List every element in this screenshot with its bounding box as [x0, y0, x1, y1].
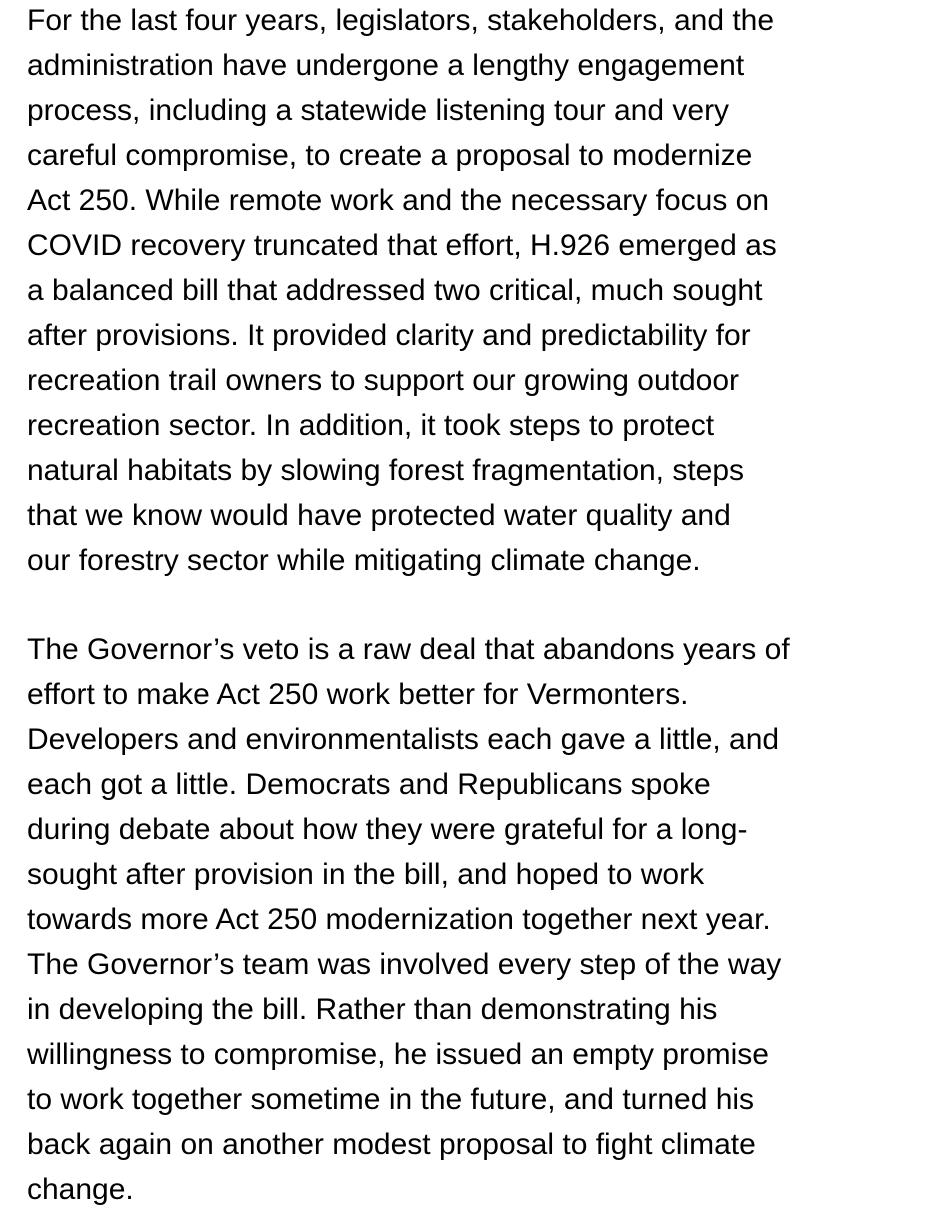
- text-line: effort to make Act 250 work better for Vermonters.: [27, 678, 689, 711]
- text-line: during debate about how they were grateful for a long-: [27, 813, 748, 846]
- text-line: towards more Act 250 modernization together next year.: [27, 903, 771, 936]
- text-line: in developing the bill. Rather than demonstrating his: [27, 993, 718, 1026]
- text-line: change.: [27, 1173, 134, 1206]
- text-line: careful compromise, to create a proposal to modernize: [27, 139, 753, 172]
- paragraph-1: [27, 0, 922, 583]
- text-line: natural habitats by slowing forest fragmentation, steps: [27, 454, 745, 487]
- text-line: Act 250. While remote work and the necessary focus on: [27, 184, 770, 217]
- text-line: that we know would have protected water quality and: [27, 499, 731, 532]
- text-line: process, including a statewide listening tour and very: [27, 94, 730, 127]
- text-line: COVID recovery truncated that effort, H.926 emerged as: [27, 229, 777, 262]
- text-line: after provisions. It provided clarity and predictability for: [27, 319, 751, 352]
- text-line: each got a little. Democrats and Republicans spoke: [27, 768, 711, 801]
- text-line: willingness to compromise, he issued an empty promise: [27, 1038, 769, 1071]
- text-line: a balanced bill that addressed two critical, much sought: [27, 274, 763, 307]
- document-body: [27, 0, 922, 1212]
- text-line: For the last four years, legislators, stakeholders, and the: [27, 4, 775, 37]
- text-line: sought after provision in the bill, and hoped to work: [27, 858, 705, 891]
- text-line: to work together sometime in the future, and turned his: [27, 1083, 755, 1116]
- text-line: recreation trail owners to support our growing outdoor: [27, 364, 740, 397]
- text-line: back again on another modest proposal to fight climate: [27, 1128, 756, 1161]
- paragraph-2: [27, 627, 922, 1212]
- text-line: our forestry sector while mitigating climate change.: [27, 544, 701, 577]
- text-line: The Governor’s veto is a raw deal that abandons years of: [27, 633, 790, 666]
- text-line: The Governor’s team was involved every step of the way: [27, 948, 782, 981]
- text-line: Developers and environmentalists each gave a little, and: [27, 723, 780, 756]
- text-line: administration have undergone a lengthy engagement: [27, 49, 745, 82]
- text-line: recreation sector. In addition, it took steps to protect: [27, 409, 715, 442]
